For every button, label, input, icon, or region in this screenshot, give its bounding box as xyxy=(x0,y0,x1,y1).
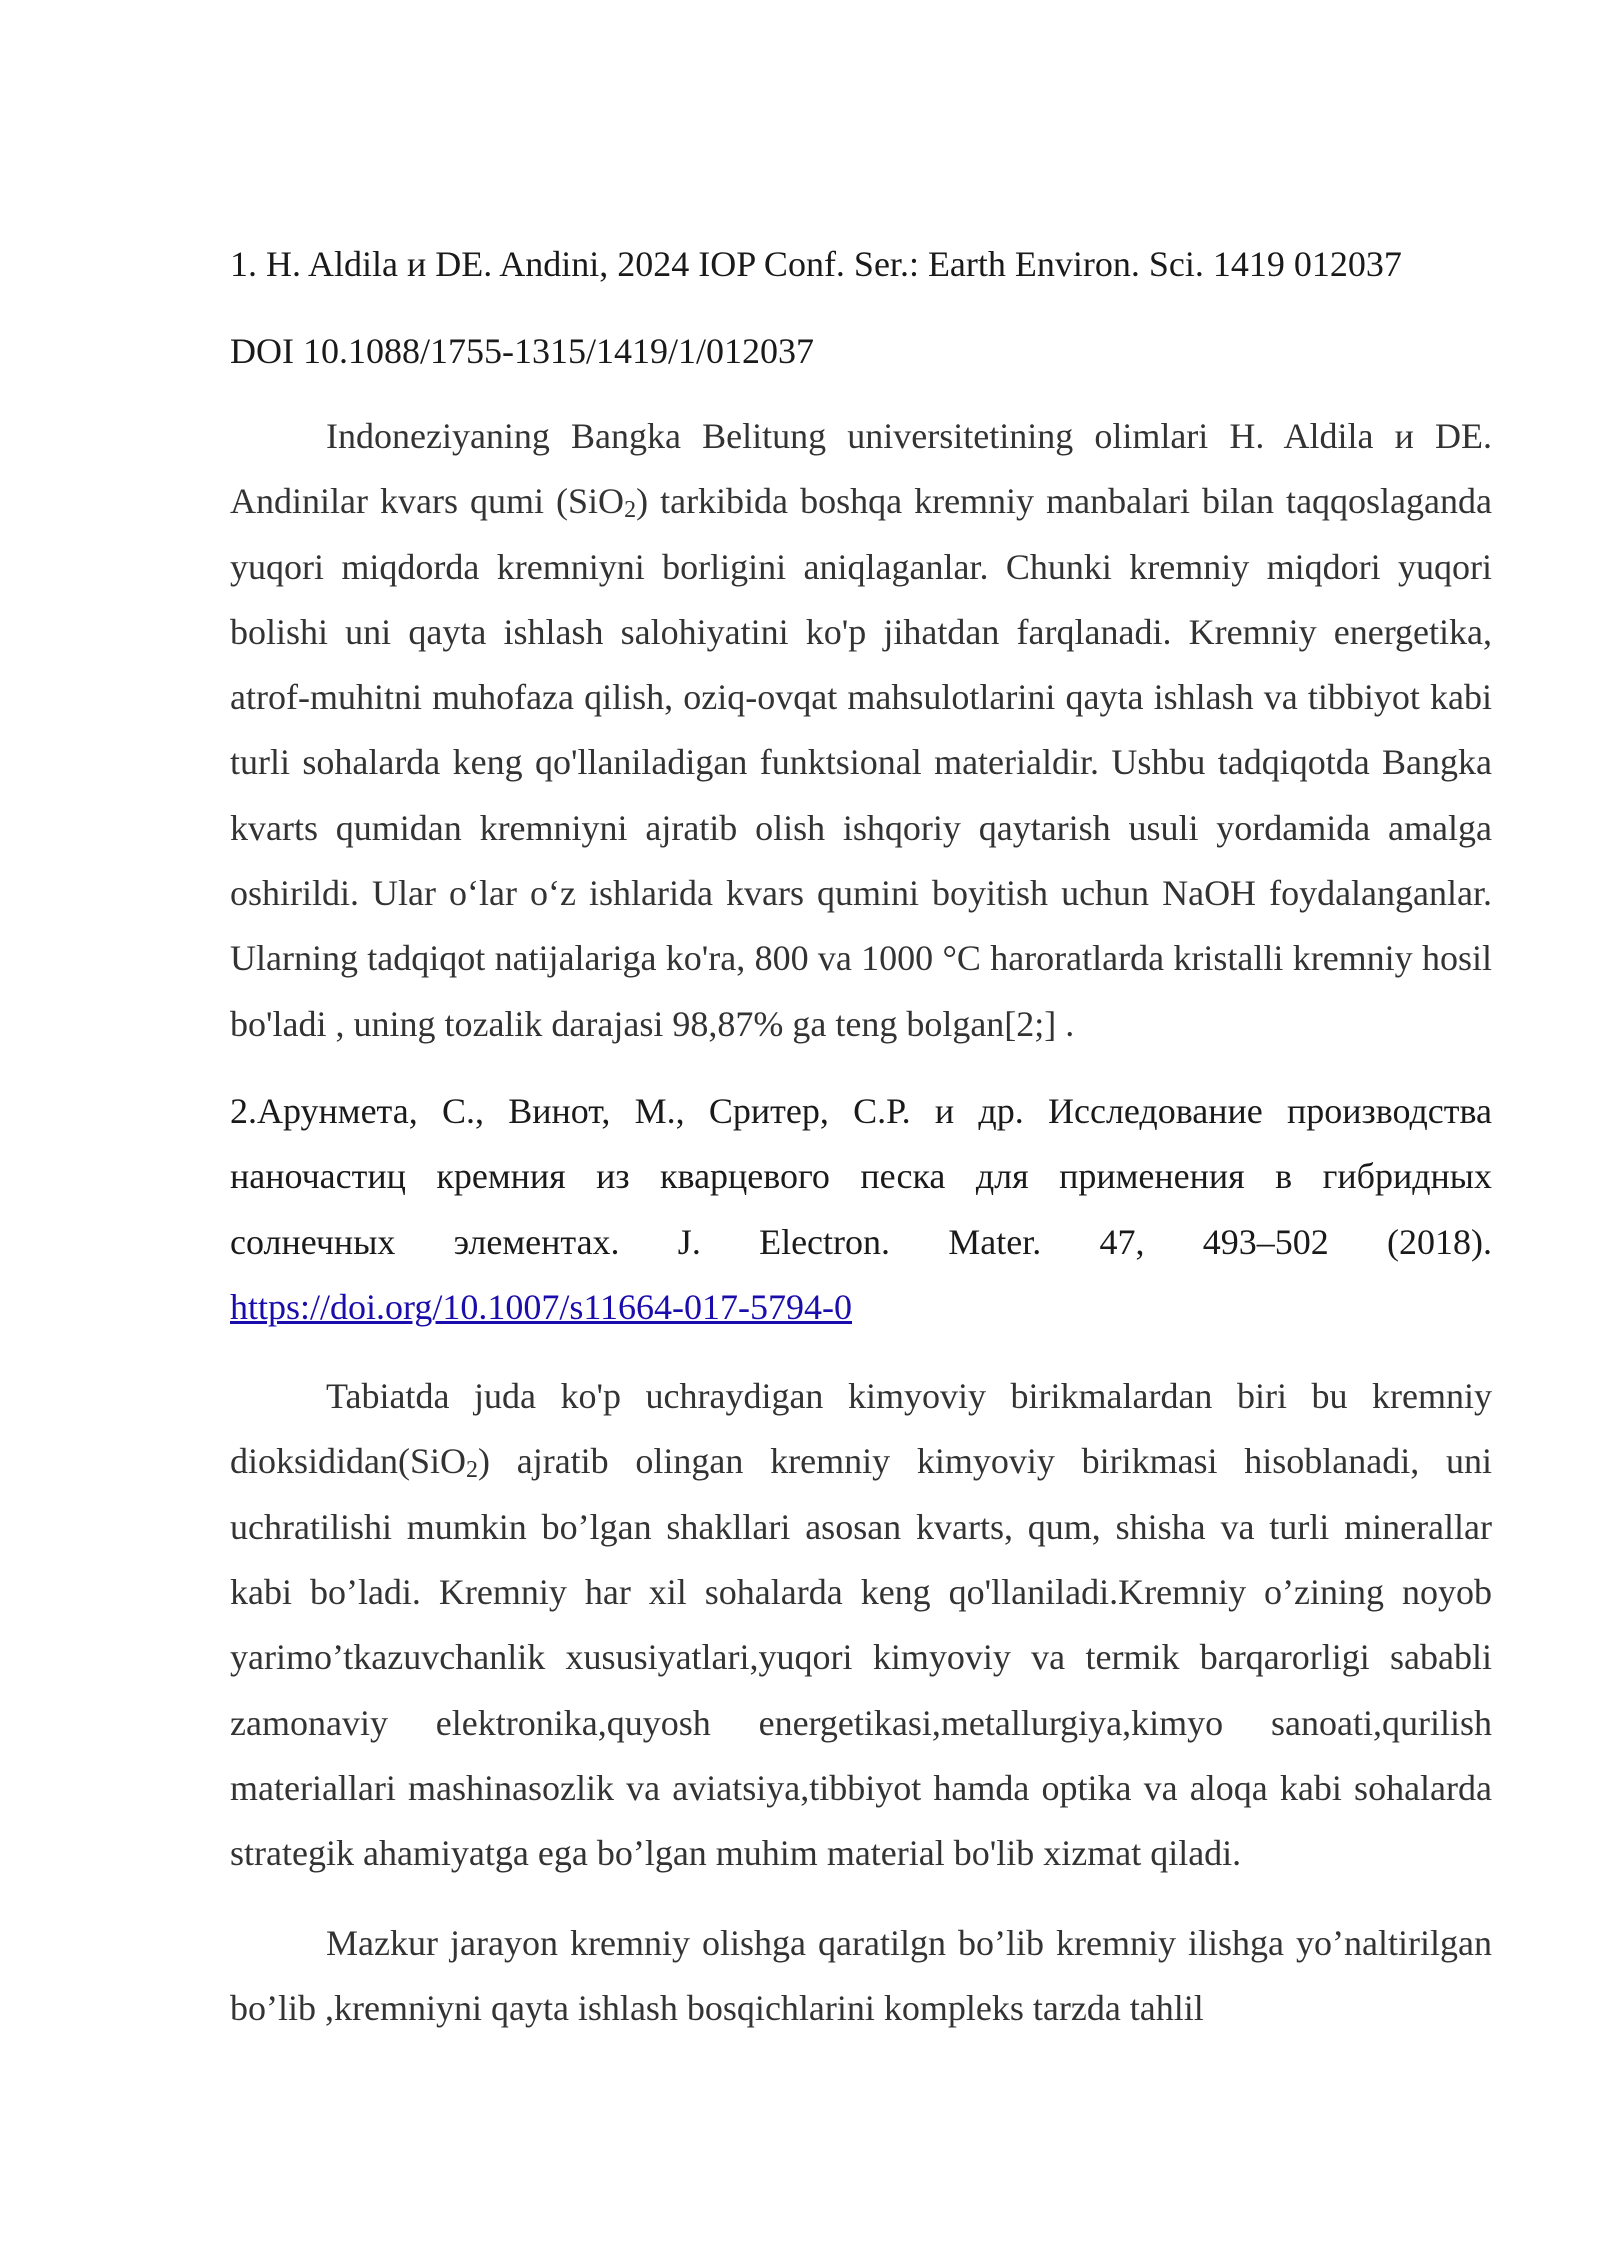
paragraph-process: Mazkur jarayon kremniy olishga qaratilgn bo’lib kremniy ilishga yo’naltirilgan bo’lib ,kremniyni qayta ishlash bosqichlarini kompleks tarzda tahlil xyxy=(230,1922,1492,2028)
reference-2 xyxy=(230,1079,1492,1340)
document-page xyxy=(230,232,1492,2041)
paragraph-silica-overview xyxy=(230,1364,1492,1886)
reference-1-doi: DOI 10.1088/1755-1315/1419/1/012037 xyxy=(230,331,814,371)
paragraph-2-text-a: Tabiatda juda ko'p uchraydigan kimyoviy birikmalardan biri bu kremniy dioksididan(SiO xyxy=(230,1376,1492,1482)
paragraph-1-text-b: ) tarkibida boshqa kremniy manbalari bilan taqqoslaganda yuqori miqdorda kremniyni borligini aniqlaganlar. Chunki kremniy miqdori yuqori bolishi uni qayta ishlash salohiyatini ko'p jihatdan farqlanadi. Kremniy energetika, atrof-muhitni muhofaza qilish, oziq-ovqat mahsulotlarini qayta ishlash va tibbiyot kabi turli sohalarda keng qo'llaniladigan funktsional materialdir. Ushbu tadqiqotda Bangka kvarts qumidan kremniyni ajratib olish ishqoriy qaytarish usuli yordamida amalga oshirildi. Ular o‘lar o‘z ishlarida kvars qumini boyitish uchun NaOH foydalanganlar. Ularning tadqiqot natijalariga ko'ra, 800 va 1000 °C haroratlarda kristalli kremniy hosil bo'ladi , uning tozalik darajasi 98,87% ga teng bolgan[2;] . xyxy=(230,481,1492,1044)
paragraph-1-text-a: Indoneziyaning Bangka Belitung universitetining olimlari H. Aldila и DE. Andinilar kvars qumi (SiO xyxy=(230,416,1492,522)
subscript-2: 2 xyxy=(624,497,637,524)
reference-2-citation: 2.Арунмета, С., Винот, М., Сритер, С.Р. и др. Исследование производства наночастиц кремния из кварцевого песка для применения в гибридных солнечных элементах. J. Electron. Mater. 47, 493–502 (2018). xyxy=(230,1090,1492,1262)
reference-2-doi-link[interactable]: https://doi.org/10.1007/s11664-017-5794-0 xyxy=(230,1286,853,1327)
paragraph-aldila-andini xyxy=(230,404,1492,1057)
reference-1-citation: 1. H. Aldila и DE. Andini, 2024 IOP Conf. Ser.: Earth Environ. Sci. 1419 012037 xyxy=(230,244,1402,284)
paragraph-2-text-b: ) ajratib olingan kremniy kimyoviy birikmasi hisoblanadi, uni uchratilishi mumkin bo’lgan shakllari asosan kvarts, qum, shisha va turli minerallar kabi bo’ladi. Kremniy har xil sohalarda keng qo'llaniladi.Kremniy o’zining noyob yarimo’tkazuvchanlik xususiyatlari,yuqori kimyoviy va termik barqarorligi sababli zamonaviy elektronika,quyosh energetikasi,metallurgiya,kimyo sanoati,qurilish materiallari mashinasozlik va aviatsiya,tibbiyot hamda optika va aloqa kabi sohalarda strategik ahamiyatga ega bo’lgan muhim material bo'lib xizmat qiladi. xyxy=(230,1441,1492,1874)
subscript-2: 2 xyxy=(466,1457,479,1484)
